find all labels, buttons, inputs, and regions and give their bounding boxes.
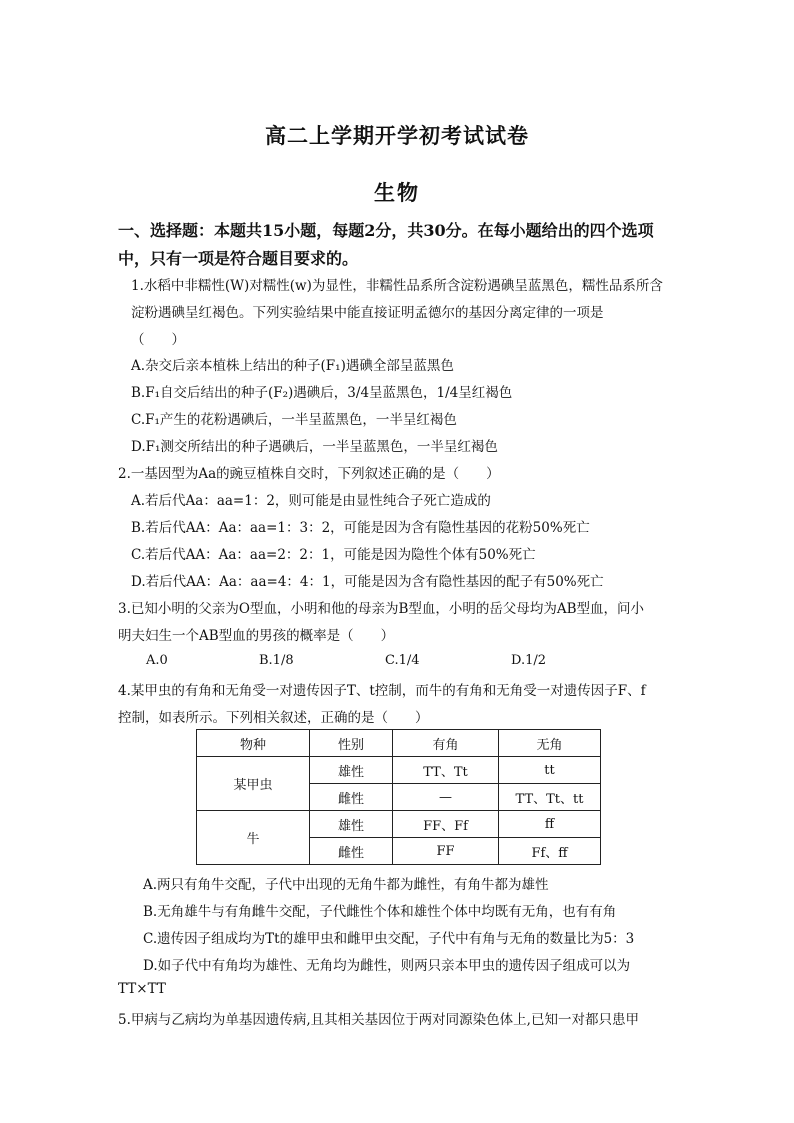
q4-stem-line2: 控制，如表所示。下列相关叙述，正确的是（ ） <box>118 710 429 726</box>
q3-option-a: A.0 <box>146 653 168 668</box>
table-cell: Ff、ff <box>499 838 601 865</box>
q1-stem-line2: 淀粉遇碘呈红褐色。下列实验结果中能直接证明孟德尔的基因分离定律的一项是 <box>131 305 604 321</box>
q3-stem-line1: 3.已知小明的父亲为O型血，小明和他的母亲为B型血，小明的岳父母均为AB型血，问小 <box>118 601 645 617</box>
table-cell: ff <box>499 811 601 838</box>
table-cell: 雄性 <box>310 811 393 838</box>
table-header-cell: 物种 <box>197 730 310 757</box>
table-cell: 雄性 <box>310 757 393 784</box>
table-row <box>197 811 601 838</box>
q1-option-a: A.杂交后亲本植株上结出的种子(F₁)遇碘全部呈蓝黑色 <box>131 358 454 374</box>
inheritance-table <box>196 729 601 865</box>
table-cell: 雌性 <box>310 838 393 865</box>
exam-title: 高二上学期开学初考试试卷 <box>265 123 529 148</box>
table-row <box>197 757 601 784</box>
q1-stem-line1: 1.水稻中非糯性(W)对糯性(w)为显性，非糯性品系所含淀粉遇碘呈蓝黑色，糯性品系所含 <box>131 278 663 294</box>
q4-option-d-line2: TT×TT <box>118 981 166 997</box>
q1-option-b: B.F₁自交后结出的种子(F₂)遇碘后，3/4呈蓝黑色，1/4呈红褐色 <box>131 385 513 401</box>
q4-option-a: A.两只有角牛交配，子代中出现的无角牛都为雌性，有角牛都为雄性 <box>143 877 549 893</box>
table-cell: FF、Ff <box>393 811 499 838</box>
q2-stem: 2.一基因型为Aa的豌豆植株自交时，下列叙述正确的是（ ） <box>118 466 500 482</box>
q4-option-b: B.无角雄牛与有角雌牛交配，子代雌性个体和雄性个体中均既有无角，也有有角 <box>143 904 617 920</box>
q1-answer-paren: （ ） <box>131 332 185 348</box>
q2-option-c: C.若后代AA：Aa：aa=2：2：1，可能是因为隐性个体有50%死亡 <box>131 547 536 563</box>
q3-option-b: B.1/8 <box>259 653 294 668</box>
table-header-cell: 有角 <box>393 730 499 757</box>
species-cell-beetle: 某甲虫 <box>197 757 310 811</box>
subject-title: 生物 <box>374 180 420 205</box>
species-cell-cattle: 牛 <box>197 811 310 865</box>
q3-option-d: D.1/2 <box>511 653 547 668</box>
q4-option-d-line1: D.如子代中有角均为雄性、无角均为雌性，则两只亲本甲虫的遗传因子组成可以为 <box>143 958 631 974</box>
q3-stem-line2: 明夫妇生一个AB型血的男孩的概率是（ ） <box>118 628 395 644</box>
q1-option-c: C.F₁产生的花粉遇碘后，一半呈蓝黑色，一半呈红褐色 <box>131 412 457 428</box>
q3-option-c: C.1/4 <box>385 653 420 668</box>
section-heading-line2: 中，只有一项是符合题目要求的。 <box>118 249 359 268</box>
table-cell: tt <box>499 757 601 784</box>
q4-stem-line1: 4.某甲虫的有角和无角受一对遗传因子T、t控制，而牛的有角和无角受一对遗传因子F、f <box>118 683 646 699</box>
table-header-row <box>197 730 601 757</box>
q2-option-a: A.若后代Aa：aa=1：2，则可能是由显性纯合子死亡造成的 <box>131 493 491 509</box>
section-heading-line1: 一、选择题：本题共15小题，每题2分，共30分。在每小题给出的四个选项 <box>118 221 654 240</box>
q2-option-d: D.若后代AA：Aa：aa=4：4：1，可能是因为含有隐性基因的配子有50%死亡 <box>131 574 604 590</box>
table-cell: 雌性 <box>310 784 393 811</box>
table-cell: TT、Tt、tt <box>499 784 601 811</box>
q2-option-b: B.若后代AA：Aa：aa=1：3：2，可能是因为含有隐性基因的花粉50%死亡 <box>131 520 590 536</box>
table-cell: TT、Tt <box>393 757 499 784</box>
table-header-cell: 无角 <box>499 730 601 757</box>
q5-stem-line1: 5.甲病与乙病均为单基因遗传病,且其相关基因位于两对同源染色体上,已知一对都只患甲 <box>118 1012 639 1028</box>
table-cell: FF <box>393 838 499 865</box>
table-header-cell: 性别 <box>310 730 393 757</box>
table-cell: — <box>393 784 499 811</box>
q1-option-d: D.F₁测交所结出的种子遇碘后，一半呈蓝黑色，一半呈红褐色 <box>131 439 498 455</box>
q4-option-c: C.遗传因子组成均为Tt的雄甲虫和雌甲虫交配，子代中有角与无角的数量比为5：3 <box>143 931 635 947</box>
q3-options-row <box>146 653 546 668</box>
